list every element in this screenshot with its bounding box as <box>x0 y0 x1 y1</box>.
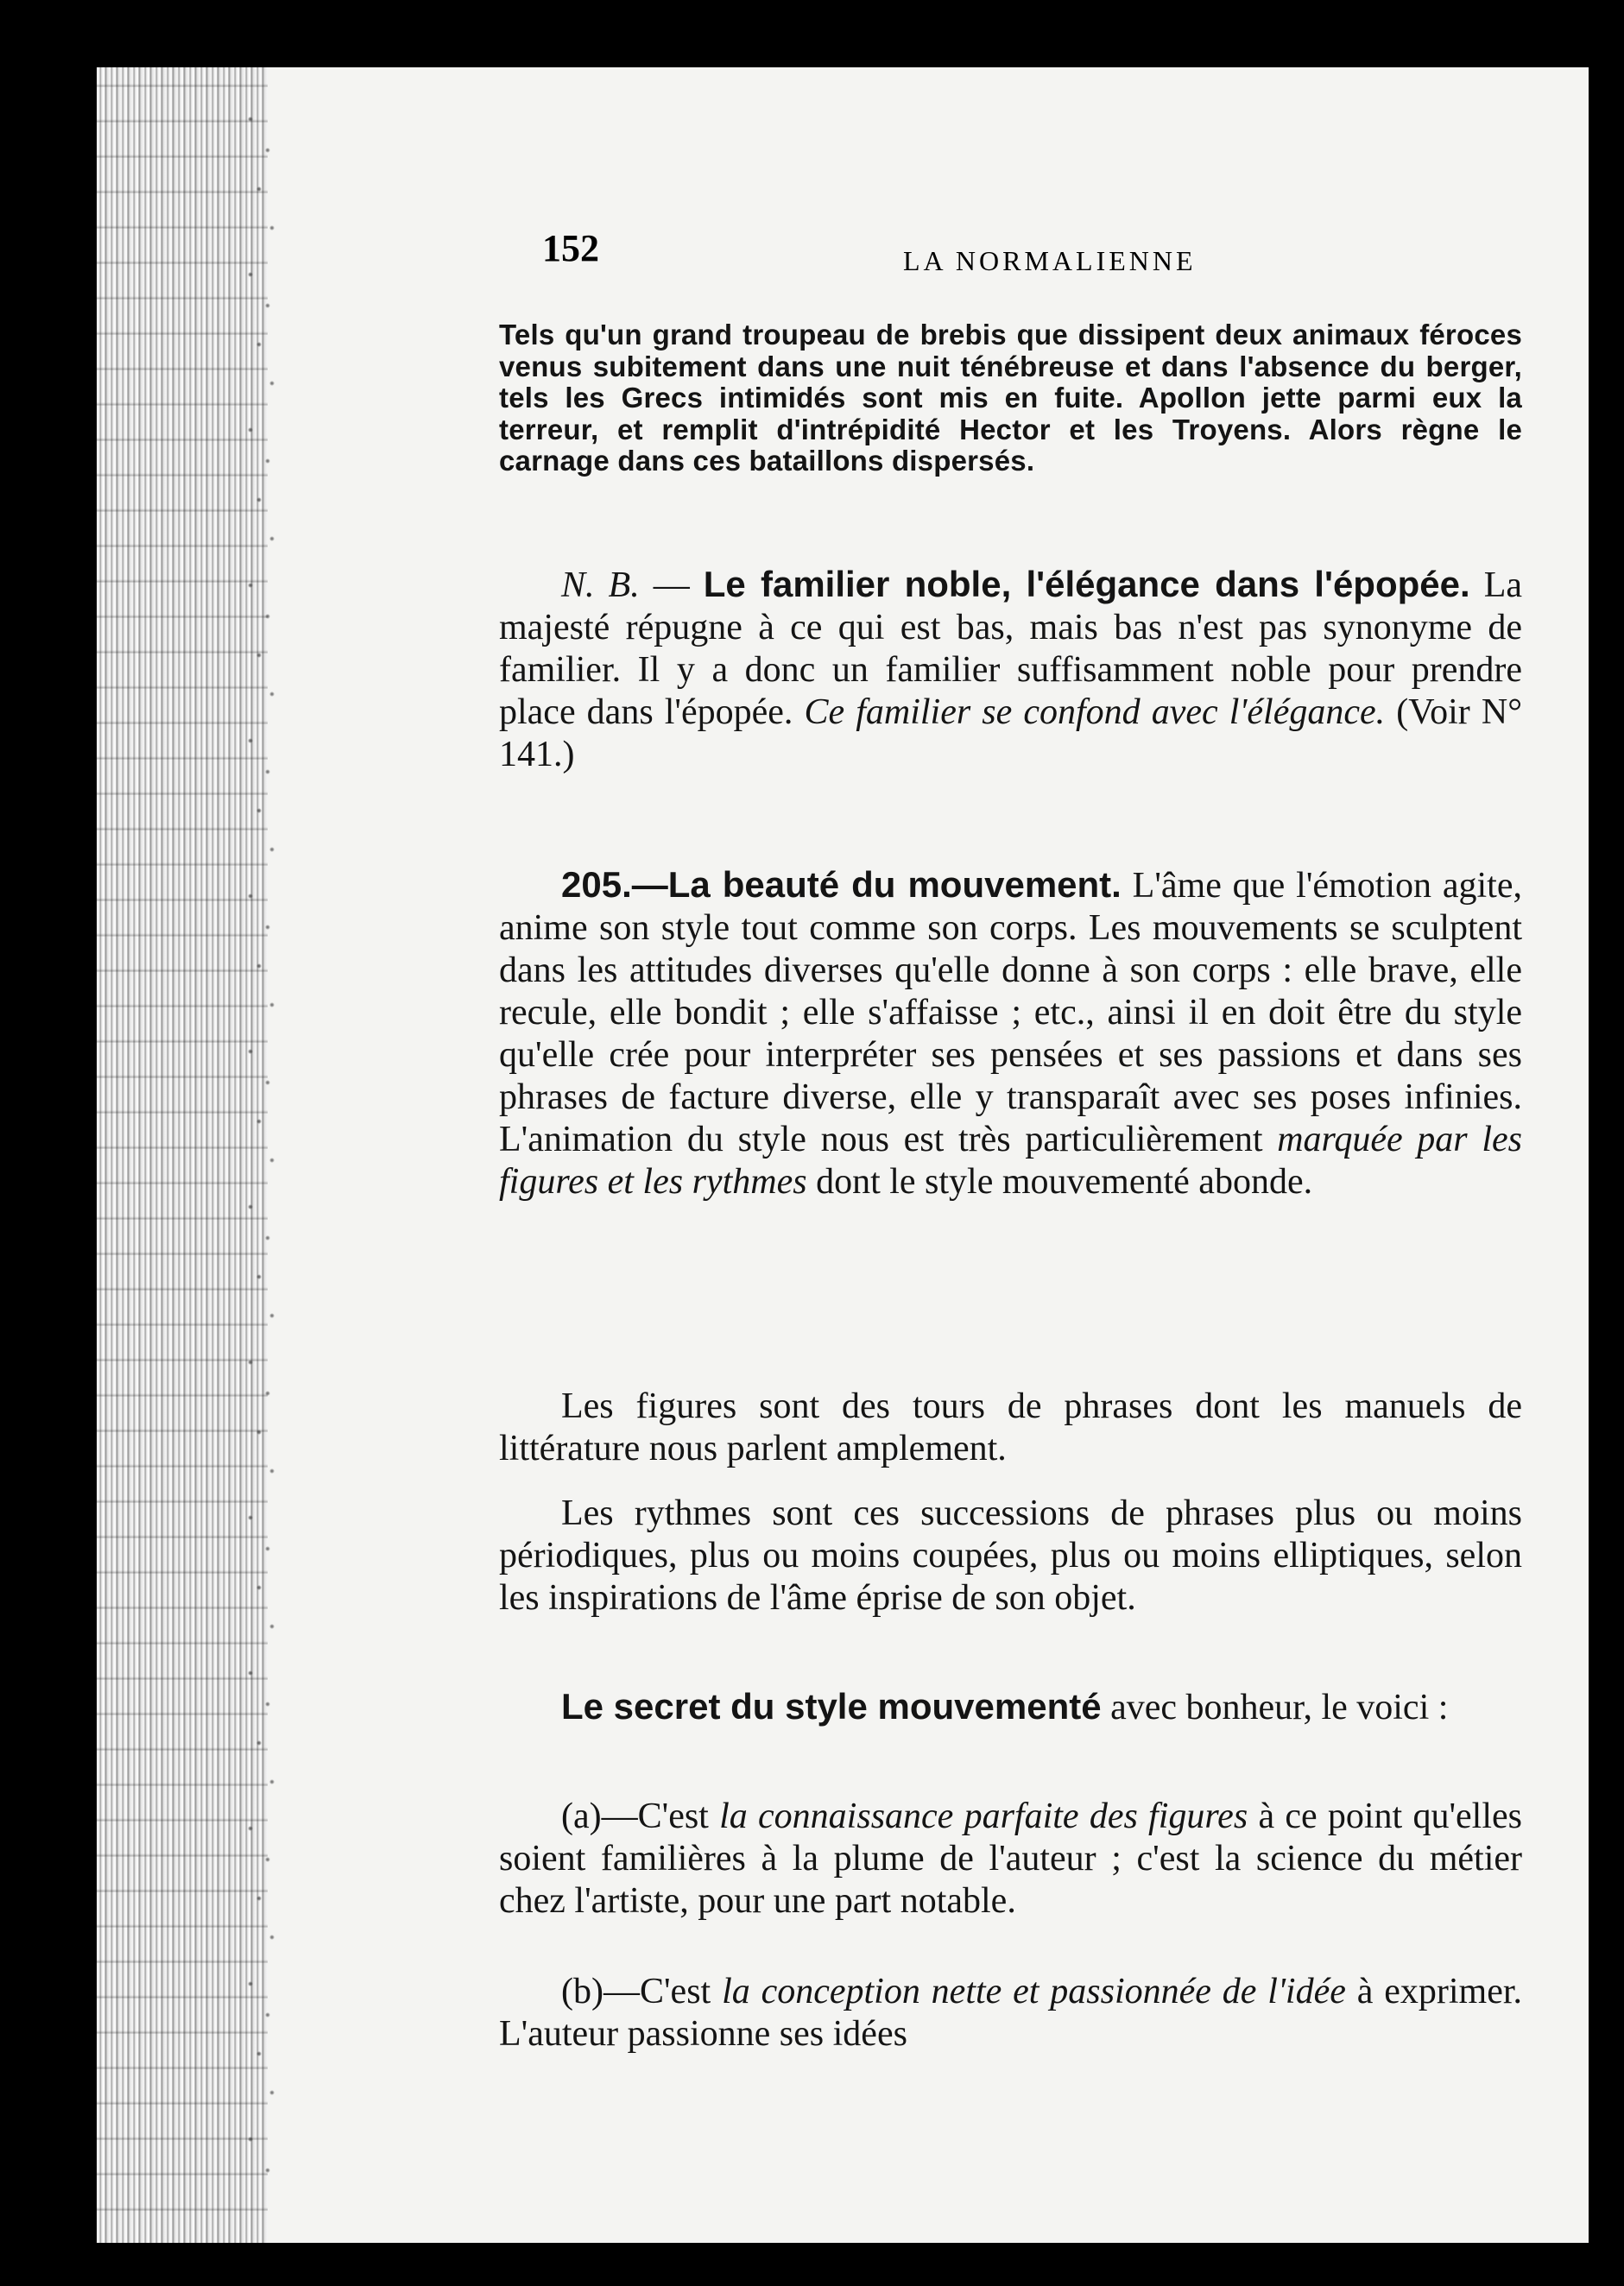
nb-italic: Ce familier se confond avec l'élégance. <box>804 692 1386 732</box>
nb-heading: Le familier noble, l'élégance dans l'épopée. <box>703 564 1470 604</box>
rythmes-paragraph <box>499 1493 1522 1620</box>
nb-paragraph <box>499 563 1522 776</box>
item-a-italic: la connaissance parfaite des figures <box>719 1797 1248 1836</box>
item-a-paragraph <box>499 1796 1522 1923</box>
item-a-text: à ce point qu'elles soient familières à la plume de l'auteur ; c'est la science du métier chez l'artiste, pour une part notable. <box>499 1797 1523 1921</box>
quote-paragraph <box>499 319 1522 477</box>
section-text-b: dont le style mouvementé abonde. <box>806 1162 1313 1202</box>
section-italic: marquée par les figures et les rythmes <box>499 1120 1522 1202</box>
item-b-paragraph <box>499 1971 1522 2056</box>
item-b-label: (b)—C'est <box>561 1972 723 2011</box>
nb-label: N. B. <box>561 565 640 605</box>
item-b-italic: la conception nette et passionnée de l'idée <box>722 1972 1346 2011</box>
nb-ref: (Voir N° 141.) <box>499 692 1522 774</box>
section-205-paragraph <box>499 863 1522 1203</box>
figures-paragraph <box>499 1386 1522 1470</box>
section-title: 205.—La beauté du mouvement. <box>561 864 1122 905</box>
gutter-specks <box>242 104 285 2175</box>
section-text-a: L'âme que l'émotion agite, anime son style tout comme son corps. Les mouvements se sculptent dans les attitudes diverses qu'elle donne à son corps : elle brave, elle recule, elle bondit ; elle s'affaisse ; etc., ainsi il en doit être du style qu'elle crée pour interpréter ses pensées et ses passions et dans ses phrases de facture diverse, elle y transparaît avec ses poses infinies. L'animation du style nous est très particulièrement <box>499 866 1522 1159</box>
page-header <box>542 226 1518 278</box>
nb-text: La majesté répugne à ce qui est bas, mais bas n'est pas synonyme de familier. Il y a donc un familier suffisamment noble pour prendre place dans l'épopée. <box>499 565 1522 732</box>
page-number: 152 <box>542 227 599 269</box>
item-a-label: (a)—C'est <box>561 1797 720 1836</box>
figures-text: Les figures sont des tours de phrases dont les manuels de littérature nous parlent amplement. <box>499 1386 1522 1468</box>
item-b-text: à exprimer. L'auteur passionne ses idées <box>499 1972 1522 2054</box>
running-head: LA NORMALIENNE <box>903 245 1197 276</box>
secret-paragraph <box>499 1685 1522 1729</box>
rythmes-text: Les rythmes sont ces successions de phrases plus ou moins périodiques, plus ou moins coupées, plus ou moins elliptiques, selon les inspirations de l'âme éprise de son objet. <box>499 1493 1522 1618</box>
secret-text: avec bonheur, le voici : <box>1101 1688 1449 1727</box>
secret-heading: Le secret du style mouvementé <box>561 1686 1102 1727</box>
nb-dash: — <box>639 565 704 605</box>
quote-text: Tels qu'un grand troupeau de brebis que dissipent deux animaux féroces venus subitement dans une nuit ténébreuse et dans l'absence du berger, tels les Grecs intimidés sont mis en fuite. Apollon jette parmi eux la terreur, et remplit d'intrépidité Hector et les Troyens. Alors règne le carnage dans ces bataillons dispersés. <box>499 319 1522 477</box>
